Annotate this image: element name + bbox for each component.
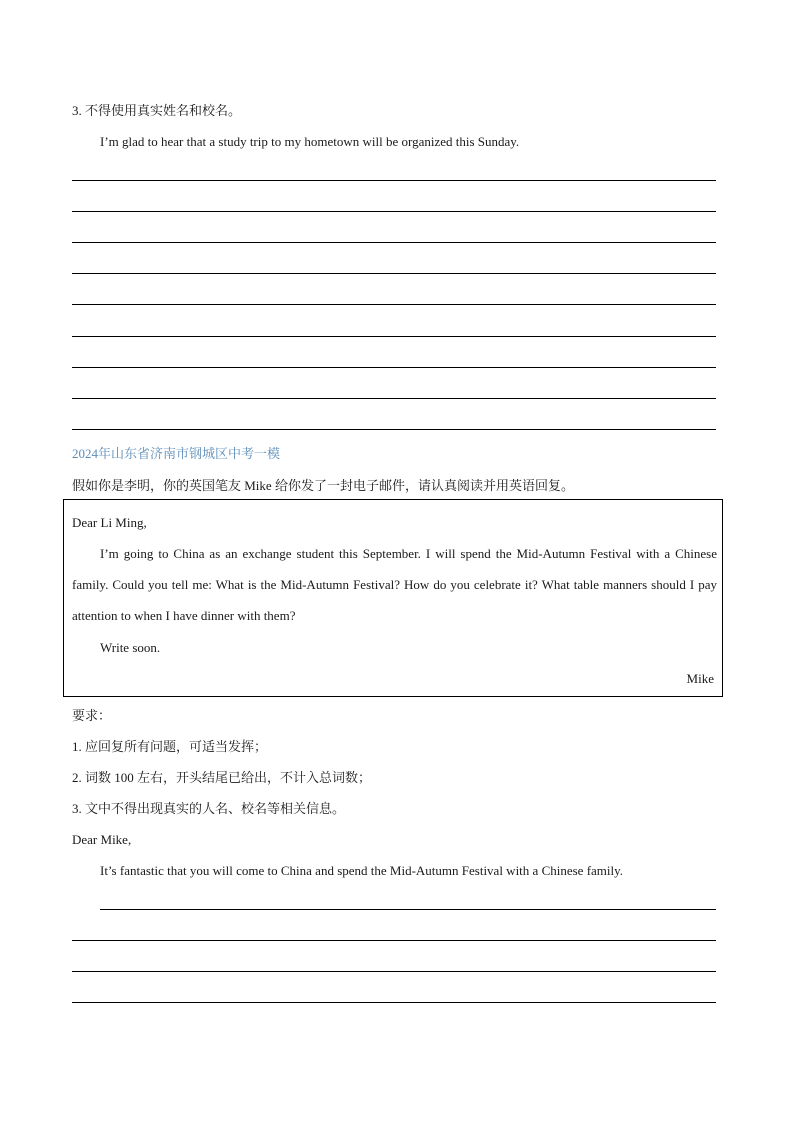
requirement-item: 2. 词数 100 左右，开头结尾已给出，不计入总词数； <box>72 770 372 785</box>
task-instruction: 假如你是李明，你的英国笔友 Mike 给你发了一封电子邮件，请认真阅读并用英语回复。 <box>72 478 574 493</box>
answer-line <box>72 211 716 212</box>
answer-line <box>72 336 716 337</box>
letter-closing: Write soon. <box>100 640 161 655</box>
letter-body-text: I’m going to China as an exchange student this September. I will spend the Mid-Autumn Festival with a Chinese family. Could you tell me: What is the Mid-Autumn Festival? How do you celebrate it? What table manners should I pay attention to when I have dinner with them? <box>72 546 717 623</box>
letter-signature: Mike <box>686 671 714 686</box>
answer-line <box>100 909 716 910</box>
letter-salutation: Dear Li Ming, <box>72 515 147 530</box>
reply-opening: It’s fantastic that you will come to China and spend the Mid-Autumn Festival with a Chinese family. <box>100 863 624 878</box>
letter-body <box>72 538 717 631</box>
answer-line <box>72 273 716 274</box>
email-letter-box <box>63 499 723 697</box>
answer-line <box>72 429 716 430</box>
reply-salutation: Dear Mike, <box>72 832 132 847</box>
answer-line <box>72 398 716 399</box>
answer-line <box>72 180 716 181</box>
exam-heading: 2024年山东省济南市钢城区中考一模 <box>72 446 281 461</box>
answer-line <box>72 971 716 972</box>
requirement-item: 1. 应回复所有问题，可适当发挥； <box>72 739 268 754</box>
answer-line <box>72 940 716 941</box>
answer-line <box>72 304 716 305</box>
requirement-item: 3. 文中不得出现真实的人名、校名等相关信息。 <box>72 801 346 816</box>
opening-sentence: I’m glad to hear that a study trip to my hometown will be organized this Sunday. <box>100 134 520 149</box>
requirement-3: 3. 不得使用真实姓名和校名。 <box>72 103 242 118</box>
answer-line <box>72 1002 716 1003</box>
answer-line <box>72 367 716 368</box>
answer-line <box>72 242 716 243</box>
requirements-title: 要求： <box>72 708 112 723</box>
